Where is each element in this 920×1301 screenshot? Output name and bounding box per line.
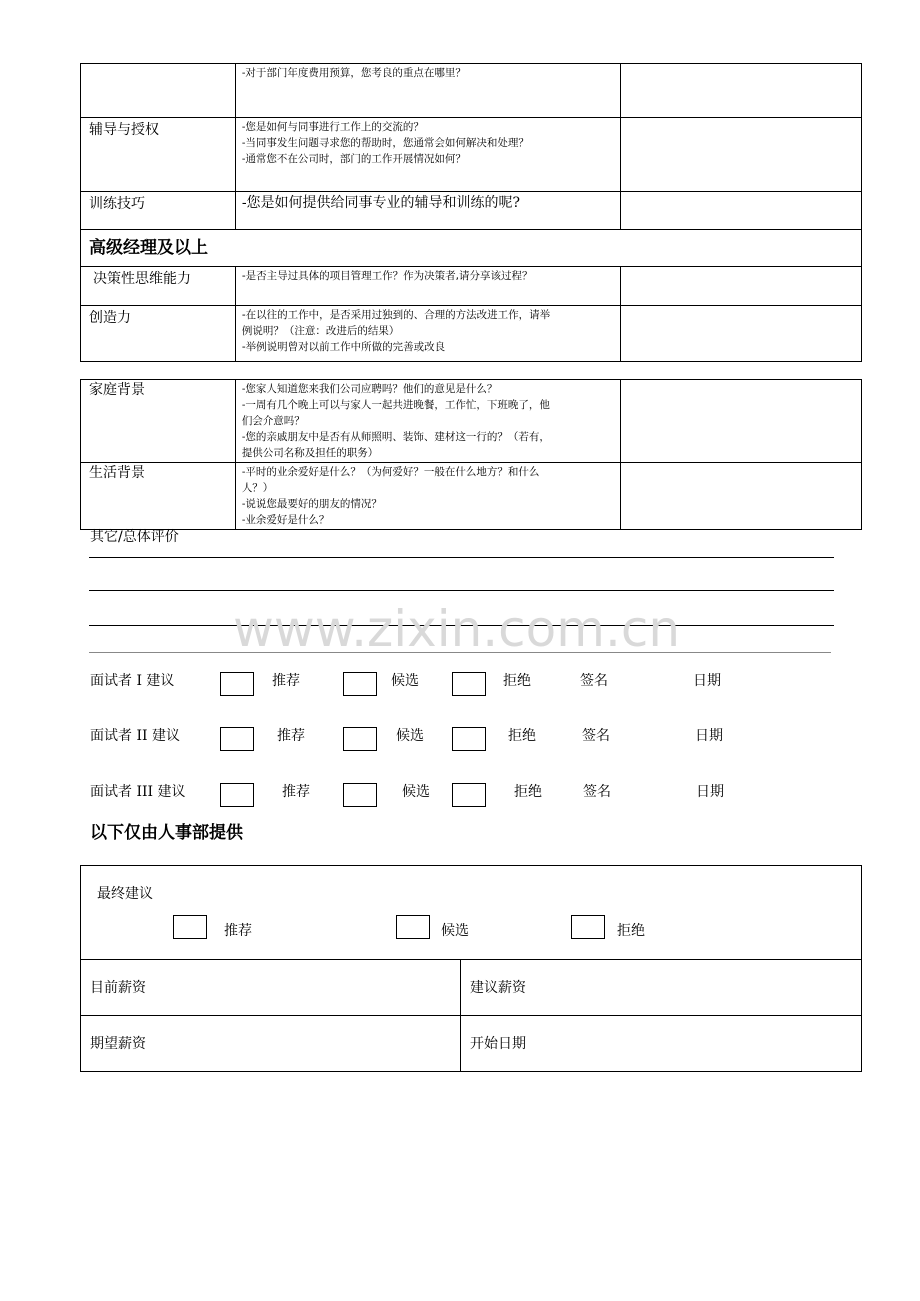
answer-cell[interactable] xyxy=(621,192,862,230)
table-divider xyxy=(460,959,461,1071)
final-candidate-checkbox[interactable] xyxy=(396,915,430,939)
question-cell xyxy=(235,267,621,306)
reject-checkbox[interactable] xyxy=(452,783,486,807)
row-label-coaching: 辅导与授权 xyxy=(89,122,159,138)
final-recommend-checkbox[interactable] xyxy=(173,915,207,939)
final-reject-checkbox[interactable] xyxy=(571,915,605,939)
table-row xyxy=(81,306,862,362)
candidate-label: 候选 xyxy=(391,673,419,689)
expected-salary-field[interactable]: 期望薪资 xyxy=(90,1036,146,1052)
answer-cell[interactable] xyxy=(621,380,862,463)
recommend-label: 推荐 xyxy=(272,673,300,689)
writing-line[interactable] xyxy=(89,590,834,591)
question-text: -业余爱好是什么？ xyxy=(241,514,330,526)
question-text: 们会介意吗？ xyxy=(241,415,305,427)
question-text: 提供公司名称及担任的职务） xyxy=(241,447,379,459)
question-cell xyxy=(235,380,621,463)
question-text: -平时的业余爱好是什么？（为何爱好？一般在什么地方？和什么 xyxy=(241,466,540,478)
question-cell xyxy=(235,118,621,192)
question-text: -对于部门年度费用预算，您考良的重点在哪里？ xyxy=(241,67,466,79)
interviewer-label: 面试者 II 建议 xyxy=(90,728,180,744)
candidate-label: 候选 xyxy=(402,784,430,800)
row-label-cell xyxy=(81,192,236,230)
question-text: -您家人知道您来我们公司应聘吗？他们的意见是什么？ xyxy=(241,383,498,395)
interviewer-label: 面试者 I 建议 xyxy=(90,673,175,689)
date-label: 日期 xyxy=(696,784,724,800)
signature-label: 签名 xyxy=(580,673,608,689)
signature-label: 签名 xyxy=(582,728,610,744)
background-table xyxy=(80,379,862,530)
answer-cell[interactable] xyxy=(621,64,862,118)
row-label-decision: 决策性思维能力 xyxy=(93,271,191,287)
candidate-checkbox[interactable] xyxy=(343,727,377,751)
candidate-checkbox[interactable] xyxy=(343,783,377,807)
question-cell xyxy=(235,463,621,530)
row-label-cell xyxy=(81,64,236,118)
question-text: -您的亲戚朋友中是否有从师照明、装饰、建材这一行的？（若有， xyxy=(241,431,550,443)
final-recommendation-label: 最终建议 xyxy=(97,886,153,902)
table-row xyxy=(81,192,862,230)
answer-cell[interactable] xyxy=(621,463,862,530)
table-row xyxy=(81,230,862,267)
interviewer-label: 面试者 III 建议 xyxy=(90,784,186,800)
row-label-cell xyxy=(81,463,236,530)
row-label-cell xyxy=(81,267,236,306)
row-label-cell xyxy=(81,118,236,192)
answer-cell[interactable] xyxy=(621,118,862,192)
question-text: -一周有几个晚上可以与家人一起共进晚餐，工作忙，下班晚了，他 xyxy=(241,399,550,411)
watermark: www.zixin.com.cn xyxy=(233,600,681,658)
date-label: 日期 xyxy=(693,673,721,689)
question-text: -您是如何与同事进行工作上的交流的？ xyxy=(241,121,424,133)
question-text: -当同事发生问题寻求您的帮助时，您通常会如何解决和处理？ xyxy=(241,137,529,149)
signature-label: 签名 xyxy=(583,784,611,800)
final-reject-label: 拒绝 xyxy=(617,923,645,939)
row-label-family: 家庭背景 xyxy=(89,382,145,398)
table-divider xyxy=(81,1015,861,1016)
table-row xyxy=(81,267,862,306)
question-text: -是否主导过具体的项目管理工作？作为决策者,请分享该过程？ xyxy=(241,270,533,282)
question-text: -通常您不在公司时，部门的工作开展情况如何？ xyxy=(241,153,466,165)
current-salary-field[interactable]: 目前薪资 xyxy=(90,980,146,996)
table-row xyxy=(81,118,862,192)
table-row xyxy=(81,463,862,530)
reject-label: 拒绝 xyxy=(508,728,536,744)
row-label-cell xyxy=(81,306,236,362)
candidate-label: 候选 xyxy=(396,728,424,744)
question-text: 人？） xyxy=(241,482,274,494)
answer-cell[interactable] xyxy=(621,267,862,306)
question-text: 例说明？（注意：改进后的结果） xyxy=(241,325,400,337)
question-text: -说说您最要好的朋友的情况？ xyxy=(241,498,382,510)
question-cell xyxy=(235,64,621,118)
reject-label: 拒绝 xyxy=(514,784,542,800)
date-label: 日期 xyxy=(695,728,723,744)
section-heading: 高级经理及以上 xyxy=(89,238,208,258)
recommend-label: 推荐 xyxy=(277,728,305,744)
row-label-creativity: 创造力 xyxy=(89,310,131,326)
writing-line[interactable] xyxy=(89,557,834,558)
question-cell xyxy=(235,192,621,230)
table-row xyxy=(81,380,862,463)
recommend-checkbox[interactable] xyxy=(220,727,254,751)
candidate-checkbox[interactable] xyxy=(343,672,377,696)
recommend-checkbox[interactable] xyxy=(220,783,254,807)
start-date-field[interactable]: 开始日期 xyxy=(470,1036,526,1052)
reject-label: 拒绝 xyxy=(503,673,531,689)
recommend-checkbox[interactable] xyxy=(220,672,254,696)
reject-checkbox[interactable] xyxy=(452,672,486,696)
hr-table xyxy=(80,865,862,1072)
question-text: -您是如何提供给同事专业的辅导和训练的呢? xyxy=(241,195,521,211)
competency-table-1 xyxy=(80,63,862,362)
question-text: -举例说明曾对以前工作中所做的完善或改良 xyxy=(241,341,446,353)
answer-cell[interactable] xyxy=(621,306,862,362)
question-cell xyxy=(235,306,621,362)
suggested-salary-field[interactable]: 建议薪资 xyxy=(470,980,526,996)
final-recommend-label: 推荐 xyxy=(224,923,252,939)
table-row xyxy=(81,64,862,118)
recommend-label: 推荐 xyxy=(282,784,310,800)
row-label-training: 训练技巧 xyxy=(89,196,145,212)
reject-checkbox[interactable] xyxy=(452,727,486,751)
table-divider xyxy=(81,959,861,960)
question-text: -在以往的工作中，是否采用过独到的、合理的方法改进工作，请举 xyxy=(241,309,551,321)
section-cell xyxy=(81,230,862,267)
overall-evaluation-label: 其它/总体评价 xyxy=(90,529,179,545)
hr-section-heading: 以下仅由人事部提供 xyxy=(90,823,243,843)
final-candidate-label: 候选 xyxy=(441,923,469,939)
row-label-cell xyxy=(81,380,236,463)
row-label-life: 生活背景 xyxy=(89,465,145,481)
